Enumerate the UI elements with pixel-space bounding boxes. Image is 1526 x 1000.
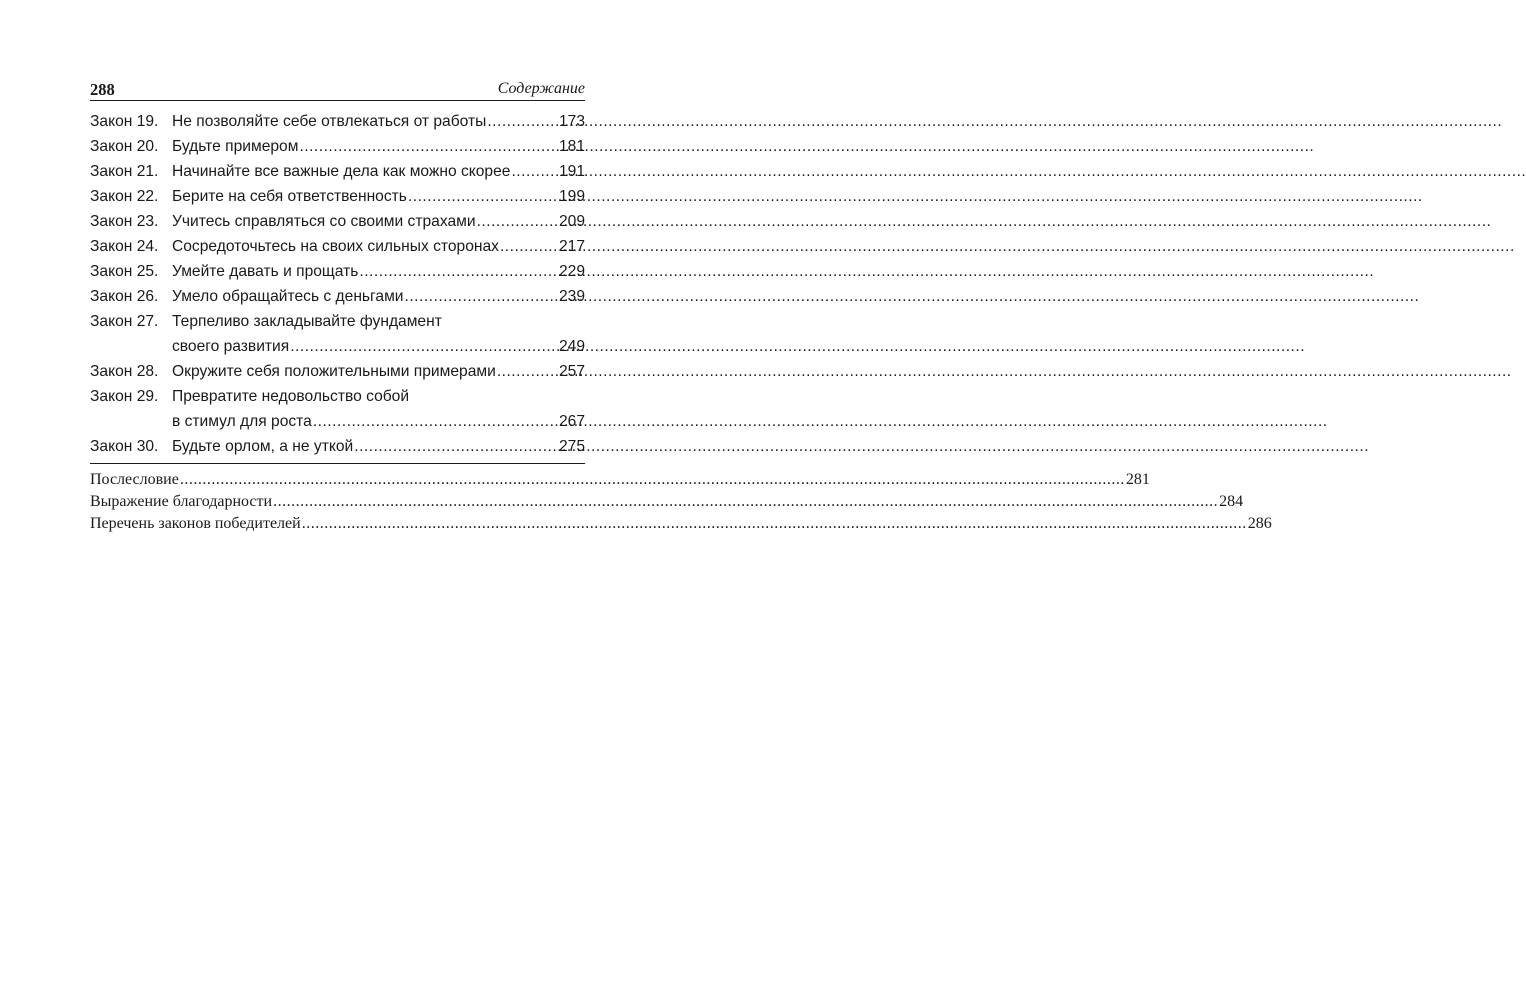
entry-title: Будьте орлом, а не уткой [172, 438, 354, 455]
law-number: Закон 25. [90, 263, 159, 280]
entry-title: Выражение благодарности [90, 493, 273, 510]
toc-entry [90, 309, 585, 359]
entry-page-number: 286 [1247, 515, 1272, 532]
entry-title: в стимул для роста [172, 413, 312, 430]
law-number: Закон 24. [90, 238, 159, 255]
entry-line [172, 159, 585, 184]
toc-entry [90, 513, 1272, 535]
entry-title: Превратите недовольство собой [172, 388, 410, 405]
entry-page-number: 281 [1125, 471, 1150, 488]
dot-leader [497, 359, 558, 384]
entry-body [172, 359, 585, 384]
entry-page-number: 191 [558, 163, 585, 180]
entry-page-number: 239 [558, 288, 585, 305]
entry-page-number: 217 [558, 238, 585, 255]
entry-body [172, 109, 585, 134]
dot-leader [477, 209, 558, 234]
entry-body [172, 234, 585, 259]
entry-body [172, 209, 585, 234]
law-number: Закон 23. [90, 213, 159, 230]
toc-entry [90, 234, 585, 259]
dot-leader [359, 259, 558, 284]
entry-page-number: 229 [558, 263, 585, 280]
dot-leader [408, 184, 558, 209]
entry-title: Перечень законов победителей [90, 515, 301, 532]
entry-body [172, 384, 585, 434]
table-of-contents [90, 109, 1272, 535]
toc-entry [90, 284, 585, 309]
entry-title: Начинайте все важные дела как можно скорее [172, 163, 511, 180]
entry-title: своего развития [172, 338, 290, 355]
toc-entry [90, 209, 585, 234]
entry-body [172, 134, 585, 159]
law-number: Закон 26. [90, 288, 159, 305]
page-header [90, 78, 585, 101]
toc-entry [90, 159, 585, 184]
entry-line [172, 409, 585, 434]
entry-page-number: 181 [558, 138, 585, 155]
entry-line [172, 234, 585, 259]
dot-leader [302, 513, 1247, 535]
entry-title: Послесловие [90, 471, 179, 488]
toc-entry [90, 109, 585, 134]
entry-title: Будьте примером [172, 138, 299, 155]
entry-page-number: 173 [558, 113, 585, 130]
entry-page-number: 249 [558, 338, 585, 355]
entry-line [172, 384, 585, 409]
entry-line [172, 334, 585, 359]
running-title: Содержание [497, 80, 585, 97]
entry-title: Сосредоточьтесь на своих сильных сторонах [172, 238, 499, 255]
dot-leader [487, 109, 558, 134]
entry-page-number: 267 [558, 413, 585, 430]
entry-line [172, 259, 585, 284]
toc-entry [90, 184, 585, 209]
entry-body [172, 184, 585, 209]
entry-line [90, 513, 1272, 535]
law-number: Закон 30. [90, 438, 159, 455]
law-number: Закон 21. [90, 163, 159, 180]
law-number: Закон 19. [90, 113, 159, 130]
law-number: Закон 28. [90, 363, 159, 380]
entry-line [172, 284, 585, 309]
entry-body [172, 434, 585, 459]
toc-entry [90, 359, 585, 384]
entry-page-number: 199 [558, 188, 585, 205]
law-entries [90, 109, 585, 459]
entry-line [90, 469, 1150, 491]
entry-page-number: 275 [558, 438, 585, 455]
toc-entry [90, 491, 1244, 513]
dot-leader [354, 434, 558, 459]
entry-line [172, 209, 585, 234]
dot-leader [405, 284, 558, 309]
toc-entry [90, 259, 585, 284]
law-number: Закон 20. [90, 138, 159, 155]
law-number: Закон 22. [90, 188, 159, 205]
entry-title: Не позволяйте себе отвлекаться от работы [172, 113, 487, 130]
entry-title: Окружите себя положительными примерами [172, 363, 496, 380]
section-divider [90, 463, 585, 464]
dot-leader [500, 234, 558, 259]
entry-page-number: 209 [558, 213, 585, 230]
entry-body [172, 259, 585, 284]
entry-page-number: 257 [558, 363, 585, 380]
entry-body [172, 284, 585, 309]
back-matter-entries [90, 469, 1272, 535]
toc-entry [90, 469, 1150, 491]
law-number: Закон 29. [90, 388, 159, 405]
entry-body [172, 159, 585, 184]
entry-page-number: 284 [1219, 493, 1244, 510]
entry-line [172, 309, 585, 334]
law-number: Закон 27. [90, 313, 159, 330]
entry-line [90, 491, 1243, 513]
dot-leader [299, 134, 558, 159]
entry-title: Учитесь справляться со своими страхами [172, 213, 476, 230]
toc-entry [90, 434, 585, 459]
entry-title: Терпеливо закладывайте фундамент [172, 313, 442, 330]
entry-line [172, 134, 585, 159]
entry-title: Умейте давать и прощать [172, 263, 359, 280]
entry-line [172, 184, 585, 209]
entry-line [172, 434, 585, 459]
entry-line [172, 109, 585, 134]
book-page [90, 78, 1272, 535]
dot-leader [180, 469, 1125, 491]
entry-title: Берите на себя ответственность [172, 188, 407, 205]
dot-leader [511, 159, 558, 184]
entry-title: Умело обращайтесь с деньгами [172, 288, 404, 305]
page-number: 288 [90, 80, 115, 99]
dot-leader [273, 491, 1218, 513]
dot-leader [313, 409, 558, 434]
toc-entry [90, 134, 585, 159]
toc-entry [90, 384, 585, 434]
entry-line [172, 359, 585, 384]
entry-body [172, 309, 585, 359]
dot-leader [290, 334, 558, 359]
